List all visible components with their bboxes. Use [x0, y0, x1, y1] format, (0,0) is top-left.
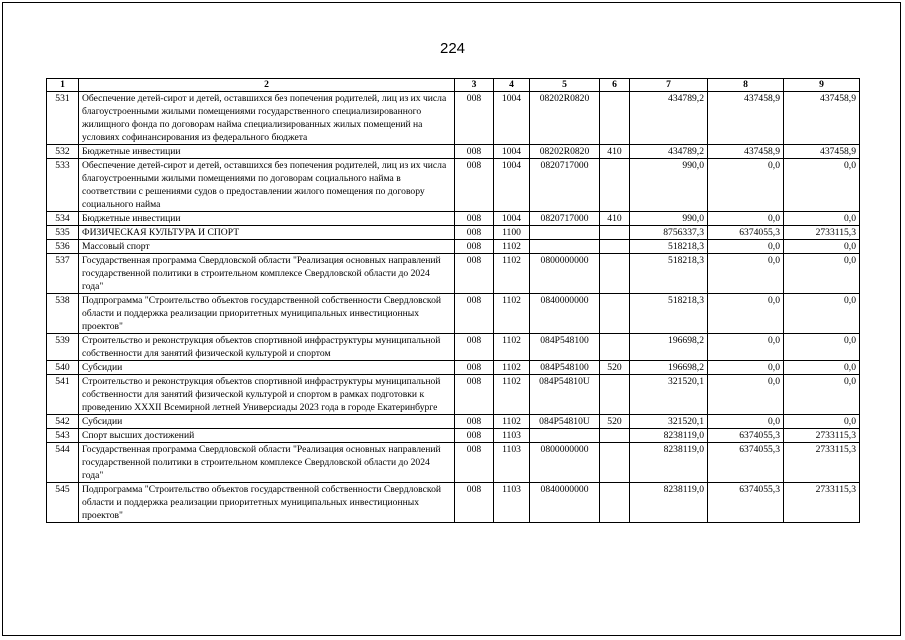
table-row — [47, 483, 860, 523]
amount-year1-cell: 8756337,3 — [630, 226, 708, 240]
expense-type-cell — [600, 429, 630, 443]
target-article-cell: 084P548100 — [530, 361, 600, 375]
target-article-cell: 0800000000 — [530, 443, 600, 483]
item-name-cell: ФИЗИЧЕСКАЯ КУЛЬТУРА И СПОРТ — [79, 226, 455, 240]
column-header: 5 — [530, 79, 600, 92]
column-header: 7 — [630, 79, 708, 92]
amount-year2-cell: 437458,9 — [708, 92, 784, 145]
amount-year1-cell: 990,0 — [630, 159, 708, 212]
amount-year3-cell: 2733115,3 — [784, 429, 860, 443]
ministry-code-cell: 008 — [455, 375, 494, 415]
expense-type-cell — [600, 294, 630, 334]
row-number-cell: 537 — [47, 254, 79, 294]
amount-year1-cell: 321520,1 — [630, 375, 708, 415]
ministry-code-cell: 008 — [455, 361, 494, 375]
row-number-cell: 534 — [47, 212, 79, 226]
expense-type-cell — [600, 254, 630, 294]
row-number-cell: 536 — [47, 240, 79, 254]
target-article-cell — [530, 226, 600, 240]
table-row — [47, 92, 860, 145]
target-article-cell: 08202R0820 — [530, 145, 600, 159]
column-header: 6 — [600, 79, 630, 92]
amount-year1-cell: 196698,2 — [630, 334, 708, 361]
row-number-cell: 540 — [47, 361, 79, 375]
item-name-cell: Строительство и реконструкция объектов спортивной инфраструктуры муниципальной собственности для занятий физической культурой и спортом в рамках подготовки к проведению XXXII Всемирной летней Универсиады 2023 года в городе Екатеринбурге — [79, 375, 455, 415]
amount-year2-cell: 0,0 — [708, 294, 784, 334]
expense-type-cell: 410 — [600, 145, 630, 159]
section-code-cell: 1102 — [494, 294, 530, 334]
amount-year2-cell: 6374055,3 — [708, 226, 784, 240]
row-number-cell: 531 — [47, 92, 79, 145]
amount-year3-cell: 2733115,3 — [784, 226, 860, 240]
item-name-cell: Государственная программа Свердловской области "Реализация основных направлений государственной политики в строительном комплексе Свердловской области до 2024 года" — [79, 443, 455, 483]
expense-type-cell — [600, 226, 630, 240]
row-number-cell: 538 — [47, 294, 79, 334]
row-number-cell: 544 — [47, 443, 79, 483]
table-row — [47, 240, 860, 254]
row-number-cell: 535 — [47, 226, 79, 240]
section-code-cell: 1004 — [494, 145, 530, 159]
table-row — [47, 443, 860, 483]
ministry-code-cell: 008 — [455, 92, 494, 145]
amount-year1-cell: 8238119,0 — [630, 483, 708, 523]
target-article-cell — [530, 240, 600, 254]
target-article-cell: 0840000000 — [530, 294, 600, 334]
row-number-cell: 542 — [47, 415, 79, 429]
amount-year2-cell: 6374055,3 — [708, 443, 784, 483]
row-number-cell: 539 — [47, 334, 79, 361]
ministry-code-cell: 008 — [455, 240, 494, 254]
column-header: 1 — [47, 79, 79, 92]
column-header: 9 — [784, 79, 860, 92]
amount-year2-cell: 6374055,3 — [708, 483, 784, 523]
target-article-cell: 0800000000 — [530, 254, 600, 294]
item-name-cell: Подпрограмма "Строительство объектов государственной собственности Свердловской области и поддержка реализации приоритетных муниципальных инвестиционных проектов" — [79, 294, 455, 334]
target-article-cell: 0820717000 — [530, 159, 600, 212]
section-code-cell: 1004 — [494, 159, 530, 212]
amount-year2-cell: 0,0 — [708, 375, 784, 415]
table-header-row — [47, 79, 860, 92]
column-header: 4 — [494, 79, 530, 92]
section-code-cell: 1102 — [494, 240, 530, 254]
expense-type-cell: 410 — [600, 212, 630, 226]
budget-table — [46, 78, 860, 523]
amount-year1-cell: 990,0 — [630, 212, 708, 226]
column-header: 3 — [455, 79, 494, 92]
amount-year2-cell: 0,0 — [708, 240, 784, 254]
item-name-cell: Субсидии — [79, 415, 455, 429]
amount-year3-cell: 0,0 — [784, 375, 860, 415]
section-code-cell: 1103 — [494, 429, 530, 443]
section-code-cell: 1102 — [494, 254, 530, 294]
amount-year3-cell: 437458,9 — [784, 92, 860, 145]
amount-year3-cell: 0,0 — [784, 361, 860, 375]
table-row — [47, 254, 860, 294]
amount-year2-cell: 0,0 — [708, 212, 784, 226]
section-code-cell: 1100 — [494, 226, 530, 240]
amount-year1-cell: 518218,3 — [630, 294, 708, 334]
section-code-cell: 1004 — [494, 92, 530, 145]
ministry-code-cell: 008 — [455, 226, 494, 240]
item-name-cell: Субсидии — [79, 361, 455, 375]
expense-type-cell — [600, 483, 630, 523]
amount-year2-cell: 0,0 — [708, 254, 784, 294]
item-name-cell: Спорт высших достижений — [79, 429, 455, 443]
target-article-cell: 0820717000 — [530, 212, 600, 226]
ministry-code-cell: 008 — [455, 294, 494, 334]
target-article-cell: 084P54810U — [530, 375, 600, 415]
ministry-code-cell: 008 — [455, 415, 494, 429]
ministry-code-cell: 008 — [455, 212, 494, 226]
ministry-code-cell: 008 — [455, 159, 494, 212]
table-row — [47, 361, 860, 375]
item-name-cell: Бюджетные инвестиции — [79, 145, 455, 159]
section-code-cell: 1004 — [494, 212, 530, 226]
expense-type-cell — [600, 240, 630, 254]
amount-year3-cell: 2733115,3 — [784, 483, 860, 523]
table-row — [47, 334, 860, 361]
column-header: 8 — [708, 79, 784, 92]
amount-year3-cell: 0,0 — [784, 254, 860, 294]
amount-year2-cell: 0,0 — [708, 361, 784, 375]
table-body — [47, 92, 860, 523]
column-header: 2 — [79, 79, 455, 92]
amount-year1-cell: 196698,2 — [630, 361, 708, 375]
row-number-cell: 533 — [47, 159, 79, 212]
ministry-code-cell: 008 — [455, 483, 494, 523]
target-article-cell: 084P548100 — [530, 334, 600, 361]
section-code-cell: 1102 — [494, 361, 530, 375]
item-name-cell: Массовый спорт — [79, 240, 455, 254]
table-row — [47, 145, 860, 159]
amount-year1-cell: 8238119,0 — [630, 429, 708, 443]
expense-type-cell — [600, 443, 630, 483]
item-name-cell: Государственная программа Свердловской области "Реализация основных направлений государственной политики в строительном комплексе Свердловской области до 2024 года" — [79, 254, 455, 294]
amount-year2-cell: 0,0 — [708, 334, 784, 361]
amount-year3-cell: 0,0 — [784, 240, 860, 254]
target-article-cell: 08202R0820 — [530, 92, 600, 145]
table-row — [47, 294, 860, 334]
table-row — [47, 212, 860, 226]
row-number-cell: 541 — [47, 375, 79, 415]
table-row — [47, 415, 860, 429]
target-article-cell: 0840000000 — [530, 483, 600, 523]
item-name-cell: Обеспечение детей-сирот и детей, оставшихся без попечения родителей, лиц из их числа благоустроенными жилыми помещениями государственного специализированного жилищного фонда по договорам найма специализированных жилых помещений на условиях софинансирования из федерального бюджета — [79, 92, 455, 145]
section-code-cell: 1103 — [494, 483, 530, 523]
amount-year1-cell: 321520,1 — [630, 415, 708, 429]
expense-type-cell — [600, 159, 630, 212]
amount-year2-cell: 0,0 — [708, 159, 784, 212]
expense-type-cell — [600, 375, 630, 415]
amount-year3-cell: 437458,9 — [784, 145, 860, 159]
section-code-cell: 1102 — [494, 375, 530, 415]
amount-year3-cell: 2733115,3 — [784, 443, 860, 483]
ministry-code-cell: 008 — [455, 334, 494, 361]
table-row — [47, 375, 860, 415]
section-code-cell: 1102 — [494, 415, 530, 429]
amount-year1-cell: 518218,3 — [630, 254, 708, 294]
expense-type-cell — [600, 92, 630, 145]
amount-year1-cell: 434789,2 — [630, 92, 708, 145]
page-number: 224 — [439, 40, 466, 57]
amount-year3-cell: 0,0 — [784, 334, 860, 361]
item-name-cell: Подпрограмма "Строительство объектов государственной собственности Свердловской области и поддержка реализации приоритетных муниципальных инвестиционных проектов" — [79, 483, 455, 523]
amount-year2-cell: 437458,9 — [708, 145, 784, 159]
row-number-cell: 532 — [47, 145, 79, 159]
expense-type-cell — [600, 334, 630, 361]
amount-year2-cell: 6374055,3 — [708, 429, 784, 443]
section-code-cell: 1103 — [494, 443, 530, 483]
item-name-cell: Обеспечение детей-сирот и детей, оставшихся без попечения родителей, лиц из их числа благоустроенными жилыми помещениями по договорам социального найма в соответствии с решениями судов о предоставлении жилого помещения по договору социального найма — [79, 159, 455, 212]
ministry-code-cell: 008 — [455, 443, 494, 483]
ministry-code-cell: 008 — [455, 429, 494, 443]
section-code-cell: 1102 — [494, 334, 530, 361]
ministry-code-cell: 008 — [455, 145, 494, 159]
amount-year3-cell: 0,0 — [784, 212, 860, 226]
item-name-cell: Бюджетные инвестиции — [79, 212, 455, 226]
amount-year3-cell: 0,0 — [784, 294, 860, 334]
amount-year3-cell: 0,0 — [784, 159, 860, 212]
ministry-code-cell: 008 — [455, 254, 494, 294]
expense-type-cell: 520 — [600, 415, 630, 429]
expense-type-cell: 520 — [600, 361, 630, 375]
item-name-cell: Строительство и реконструкция объектов спортивной инфраструктуры муниципальной собственности для занятий физической культурой и спортом — [79, 334, 455, 361]
table-row — [47, 159, 860, 212]
amount-year2-cell: 0,0 — [708, 415, 784, 429]
amount-year3-cell: 0,0 — [784, 415, 860, 429]
table-row — [47, 429, 860, 443]
amount-year1-cell: 434789,2 — [630, 145, 708, 159]
amount-year1-cell: 518218,3 — [630, 240, 708, 254]
target-article-cell: 084P54810U — [530, 415, 600, 429]
row-number-cell: 545 — [47, 483, 79, 523]
row-number-cell: 543 — [47, 429, 79, 443]
target-article-cell — [530, 429, 600, 443]
table-row — [47, 226, 860, 240]
amount-year1-cell: 8238119,0 — [630, 443, 708, 483]
